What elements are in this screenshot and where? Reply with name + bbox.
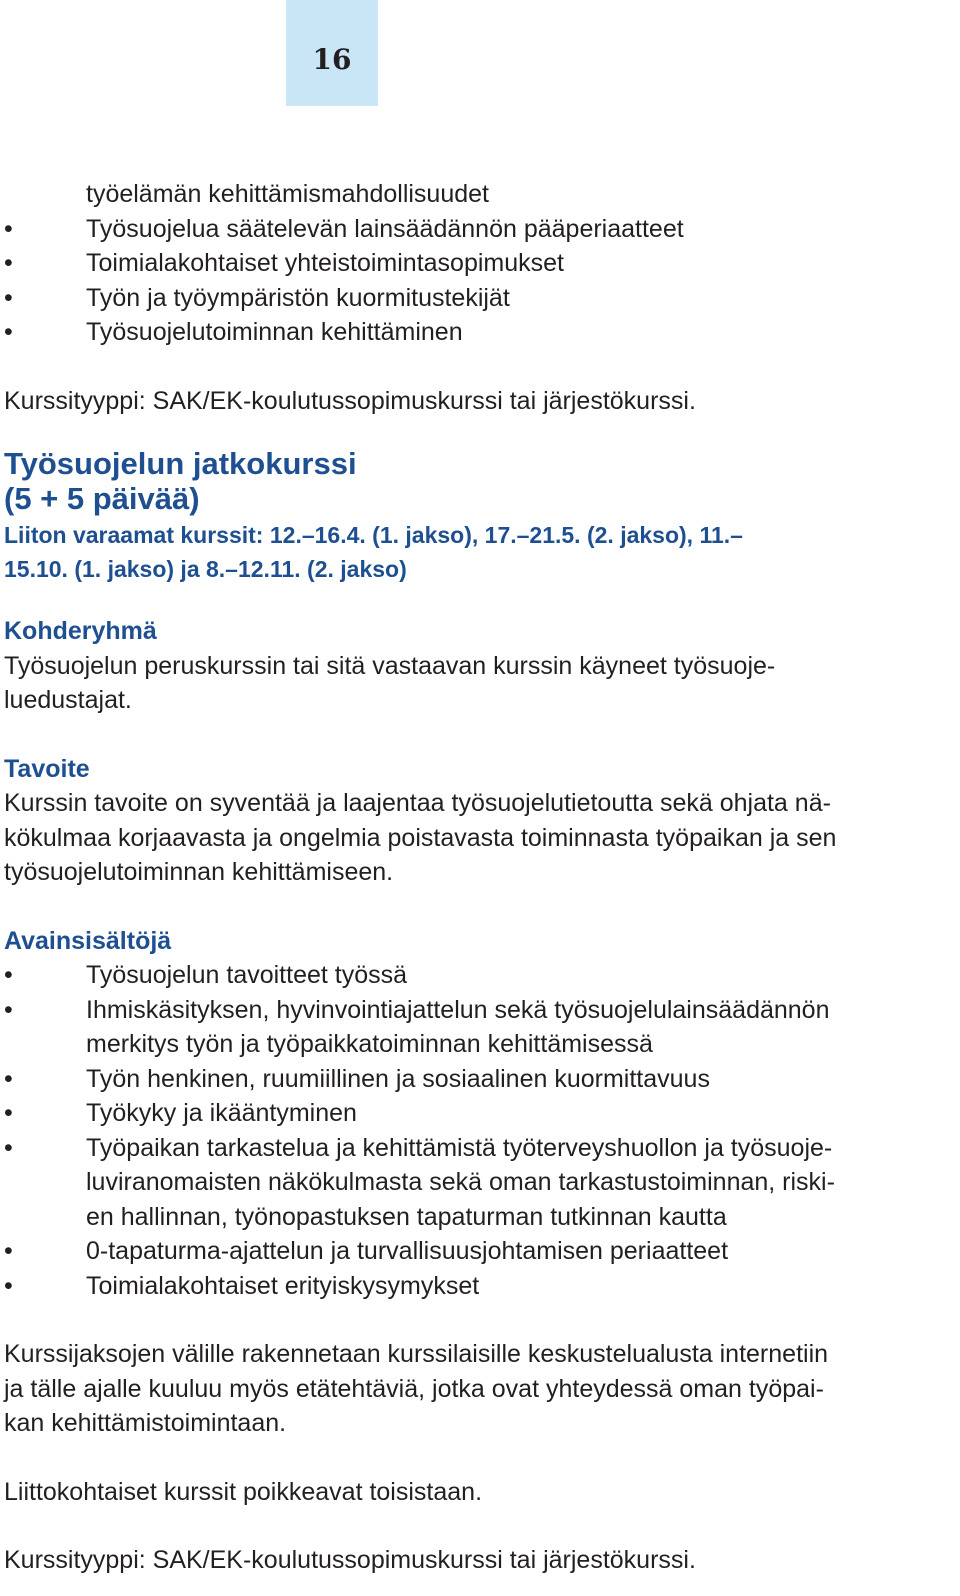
union-courses-note: Liittokohtaiset kurssit poikkeavat toisistaan.: [4, 1477, 483, 1506]
bullet-icon: •: [4, 283, 13, 312]
bullet-icon: •: [4, 995, 13, 1024]
bullet-icon: •: [4, 1099, 13, 1127]
target-group-text: Työsuojelun peruskurssin tai sitä vastaavan kurssin käyneet työsuoje- luedustajat.: [4, 651, 776, 714]
bullet-icon: •: [4, 1064, 13, 1093]
list-item: • Toimialakohtaiset erityiskysymykset: [4, 1269, 956, 1304]
key-contents-list: [4, 958, 956, 1303]
page-number: 16: [312, 42, 352, 76]
bullet-icon: •: [4, 1133, 13, 1162]
course-dates-line: 15.10. (1. jakso) ja 8.–12.11. (2. jakso): [4, 556, 407, 582]
list-item: • Työn ja työympäristön kuormitustekijät: [4, 281, 956, 316]
course-dates: [4, 518, 924, 586]
list-item: • Työn henkinen, ruumiillinen ja sosiaalinen kuormittavuus: [4, 1062, 956, 1097]
intro-bullet-list: [4, 212, 956, 350]
page-content: [4, 177, 956, 1578]
course-duration: (5 + 5 päivää): [4, 481, 200, 516]
list-item: • Ihmiskäsityksen, hyvinvointiajattelun sekä työsuojelulainsäädännön merkitys työn ja työpaikkatoiminnan kehittämisessä: [4, 993, 956, 1062]
list-item: • 0-tapaturma-ajattelun ja turvallisuusjohtamisen periaatteet: [4, 1234, 956, 1269]
bullet-icon: •: [4, 1271, 13, 1300]
bullet-icon: •: [4, 318, 13, 346]
page-number-box: [286, 0, 378, 106]
key-contents-heading: Avainsisältöjä: [4, 926, 172, 955]
list-item: • Työsuojelua säätelevän lainsäädännön pääperiaatteet: [4, 212, 956, 247]
list-item: • Työpaikan tarkastelua ja kehittämistä työterveyshuollon ja työsuoje- luviranomaisten näkökulmasta sekä oman tarkastustoiminnan, riski- en hallinnan, työnopastuksen tapaturman tutkinnan kautta: [4, 1131, 956, 1235]
target-group-heading: Kohderyhmä: [4, 617, 157, 645]
intro-continuation: työelämän kehittämismahdollisuudet: [86, 180, 489, 208]
course-type-text: Kurssityyppi: SAK/EK-koulutussopimuskurssi tai järjestökurssi.: [4, 386, 696, 415]
list-item: • Työkyky ja ikääntyminen: [4, 1096, 956, 1131]
goal-heading: Tavoite: [4, 754, 90, 783]
course-title: Työsuojelun jatkokurssi: [4, 446, 357, 481]
list-item: • Työsuojelutoiminnan kehittäminen: [4, 315, 956, 350]
bullet-icon: •: [4, 1237, 13, 1265]
bullet-icon: •: [4, 961, 13, 989]
online-platform-paragraph: Kurssijaksojen välille rakennetaan kurssilaisille keskustelualusta internetiin ja tälle ajalle kuuluu myös etätehtäviä, jotka ovat yhteydessä oman työpai- kan kehittämistoimintaan.: [4, 1340, 829, 1437]
course-type-text: Kurssityyppi: SAK/EK-koulutussopimuskurssi tai järjestökurssi.: [4, 1546, 696, 1574]
list-item: • Työsuojelun tavoitteet työssä: [4, 958, 956, 993]
bullet-icon: •: [4, 214, 13, 243]
course-dates-line: Liiton varaamat kurssit: 12.–16.4. (1. jakso), 17.–21.5. (2. jakso), 11.–: [4, 522, 743, 548]
bullet-icon: •: [4, 249, 13, 277]
list-item: • Toimialakohtaiset yhteistoimintasopimukset: [4, 246, 956, 281]
goal-text: Kurssin tavoite on syventää ja laajentaa työsuojelutietoutta sekä ohjata nä- kökulmaa korjaavasta ja ongelmia poistavasta toiminnasta työpaikan ja sen työsuojelutoiminnan kehittämiseen.: [4, 789, 837, 886]
